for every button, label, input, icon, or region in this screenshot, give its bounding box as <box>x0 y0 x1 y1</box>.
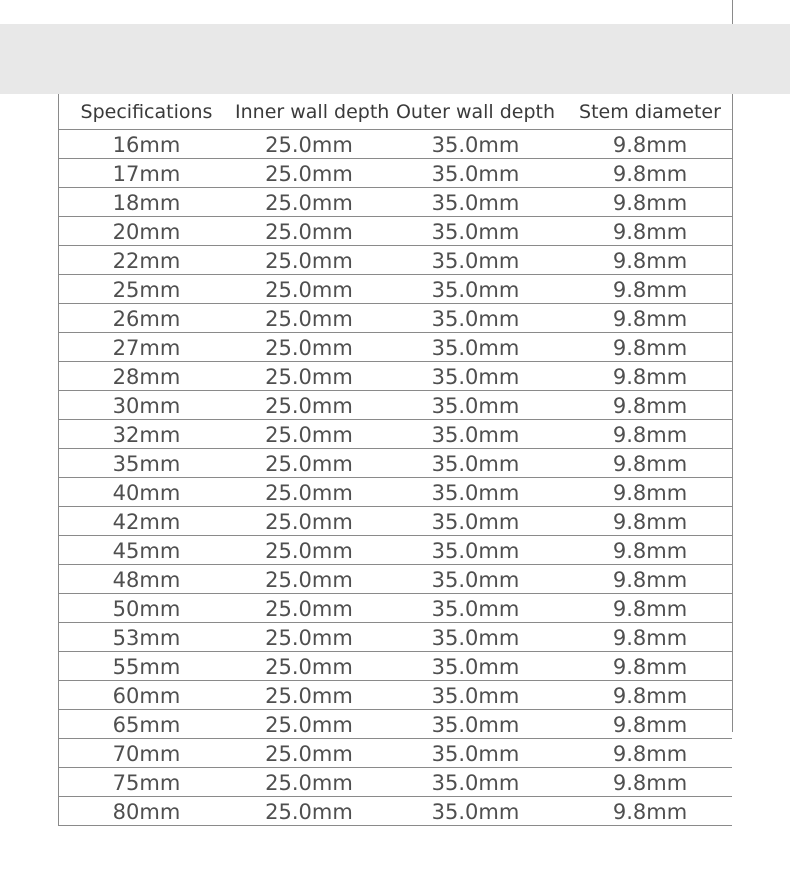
table-row <box>58 594 732 623</box>
inner-wall-depth-cell: 25.0mm <box>265 655 353 679</box>
stem-diameter-cell: 9.8mm <box>612 481 688 505</box>
specification-cell: 35mm <box>112 452 181 476</box>
stem-diameter-cell: 9.8mm <box>612 597 688 621</box>
inner-wall-depth-cell: 25.0mm <box>265 510 353 534</box>
inner-wall-depth-cell: 25.0mm <box>265 713 353 737</box>
inner-wall-depth-cell: 25.0mm <box>265 539 353 563</box>
outer-wall-depth-cell: 35.0mm <box>431 713 520 737</box>
outer-wall-depth-cell: 35.0mm <box>431 249 520 273</box>
table-row <box>58 797 732 826</box>
header-stem-diameter: Stem diameter <box>579 101 721 123</box>
outer-wall-depth-cell: 35.0mm <box>431 626 520 650</box>
specification-cell: 42mm <box>112 510 181 534</box>
specification-cell: 32mm <box>112 423 181 447</box>
outer-wall-depth-cell: 35.0mm <box>431 423 520 447</box>
table-row <box>58 304 732 333</box>
outer-wall-depth-cell: 35.0mm <box>431 539 520 563</box>
stem-diameter-cell: 9.8mm <box>612 771 688 795</box>
table-row <box>58 681 732 710</box>
table-row <box>58 362 732 391</box>
table-row <box>58 623 732 652</box>
stem-diameter-cell: 9.8mm <box>612 336 688 360</box>
stem-diameter-cell: 9.8mm <box>612 800 688 824</box>
inner-wall-depth-cell: 25.0mm <box>265 800 353 824</box>
inner-wall-depth-cell: 25.0mm <box>265 626 353 650</box>
table-row <box>58 130 732 159</box>
table-row <box>58 710 732 739</box>
table-row <box>58 333 732 362</box>
stem-diameter-cell: 9.8mm <box>612 307 688 331</box>
inner-wall-depth-cell: 25.0mm <box>265 336 353 360</box>
table-body <box>58 130 732 826</box>
table-row <box>58 246 732 275</box>
outer-wall-depth-cell: 35.0mm <box>431 394 520 418</box>
table-row <box>58 739 732 768</box>
table-row <box>58 217 732 246</box>
inner-wall-depth-cell: 25.0mm <box>265 568 353 592</box>
stem-diameter-cell: 9.8mm <box>612 365 688 389</box>
outer-wall-depth-cell: 35.0mm <box>431 742 520 766</box>
outer-wall-depth-cell: 35.0mm <box>431 597 520 621</box>
specification-cell: 18mm <box>112 191 181 215</box>
stem-diameter-cell: 9.8mm <box>612 568 688 592</box>
stem-diameter-cell: 9.8mm <box>612 423 688 447</box>
stem-diameter-cell: 9.8mm <box>612 684 688 708</box>
stem-diameter-cell: 9.8mm <box>612 220 688 244</box>
specification-cell: 80mm <box>112 800 181 824</box>
table-row <box>58 768 732 797</box>
specification-cell: 30mm <box>112 394 181 418</box>
specification-cell: 26mm <box>112 307 181 331</box>
header-specifications: Specifications <box>80 101 213 123</box>
specification-cell: 20mm <box>112 220 181 244</box>
specification-cell: 16mm <box>112 133 181 157</box>
table-row <box>58 652 732 681</box>
specification-cell: 25mm <box>112 278 181 302</box>
table-row <box>58 565 732 594</box>
specification-cell: 48mm <box>112 568 181 592</box>
inner-wall-depth-cell: 25.0mm <box>265 307 353 331</box>
inner-wall-depth-cell: 25.0mm <box>265 684 353 708</box>
stem-diameter-cell: 9.8mm <box>612 191 688 215</box>
outer-wall-depth-cell: 35.0mm <box>431 771 520 795</box>
stem-diameter-cell: 9.8mm <box>612 713 688 737</box>
inner-wall-depth-cell: 25.0mm <box>265 220 353 244</box>
inner-wall-depth-cell: 25.0mm <box>265 249 353 273</box>
stem-diameter-cell: 9.8mm <box>612 510 688 534</box>
inner-wall-depth-cell: 25.0mm <box>265 452 353 476</box>
outer-wall-depth-cell: 35.0mm <box>431 191 520 215</box>
outer-wall-depth-cell: 35.0mm <box>431 162 520 186</box>
outer-wall-depth-cell: 35.0mm <box>431 510 520 534</box>
stem-diameter-cell: 9.8mm <box>612 162 688 186</box>
outer-wall-depth-cell: 35.0mm <box>431 307 520 331</box>
specification-cell: 60mm <box>112 684 181 708</box>
inner-wall-depth-cell: 25.0mm <box>265 133 353 157</box>
stem-diameter-cell: 9.8mm <box>612 452 688 476</box>
table-row <box>58 420 732 449</box>
specification-cell: 27mm <box>112 336 181 360</box>
inner-wall-depth-cell: 25.0mm <box>265 191 353 215</box>
outer-wall-depth-cell: 35.0mm <box>431 568 520 592</box>
inner-wall-depth-cell: 25.0mm <box>265 597 353 621</box>
specification-cell: 55mm <box>112 655 181 679</box>
inner-wall-depth-cell: 25.0mm <box>265 394 353 418</box>
table-right-border <box>732 94 733 732</box>
stem-diameter-cell: 9.8mm <box>612 626 688 650</box>
stem-diameter-cell: 9.8mm <box>612 742 688 766</box>
specification-cell: 70mm <box>112 742 181 766</box>
outer-wall-depth-cell: 35.0mm <box>431 336 520 360</box>
specification-cell: 28mm <box>112 365 181 389</box>
specification-cell: 22mm <box>112 249 181 273</box>
table-row <box>58 188 732 217</box>
inner-wall-depth-cell: 25.0mm <box>265 278 353 302</box>
outer-wall-depth-cell: 35.0mm <box>431 452 520 476</box>
stem-diameter-cell: 9.8mm <box>612 539 688 563</box>
outer-wall-depth-cell: 35.0mm <box>431 655 520 679</box>
table-row <box>58 159 732 188</box>
header-banner <box>0 24 790 94</box>
specification-cell: 53mm <box>112 626 181 650</box>
outer-wall-depth-cell: 35.0mm <box>431 365 520 389</box>
table-row <box>58 275 732 304</box>
stem-diameter-cell: 9.8mm <box>612 133 688 157</box>
inner-wall-depth-cell: 25.0mm <box>265 423 353 447</box>
specification-cell: 75mm <box>112 771 181 795</box>
specification-cell: 50mm <box>112 597 181 621</box>
table-row <box>58 478 732 507</box>
table-row <box>58 507 732 536</box>
inner-wall-depth-cell: 25.0mm <box>265 481 353 505</box>
outer-wall-depth-cell: 35.0mm <box>431 133 520 157</box>
outer-wall-depth-cell: 35.0mm <box>431 800 520 824</box>
top-divider-line <box>732 0 733 24</box>
outer-wall-depth-cell: 35.0mm <box>431 481 520 505</box>
spec-table <box>58 94 732 826</box>
specification-cell: 17mm <box>112 162 181 186</box>
specification-cell: 45mm <box>112 539 181 563</box>
specification-cell: 65mm <box>112 713 181 737</box>
table-header-row <box>58 94 732 130</box>
header-inner-wall-depth: Inner wall depth <box>235 101 390 123</box>
table-row <box>58 536 732 565</box>
table-row <box>58 391 732 420</box>
outer-wall-depth-cell: 35.0mm <box>431 278 520 302</box>
inner-wall-depth-cell: 25.0mm <box>265 365 353 389</box>
stem-diameter-cell: 9.8mm <box>612 249 688 273</box>
stem-diameter-cell: 9.8mm <box>612 655 688 679</box>
header-outer-wall-depth: Outer wall depth <box>395 101 556 123</box>
specification-cell: 40mm <box>112 481 181 505</box>
inner-wall-depth-cell: 25.0mm <box>265 742 353 766</box>
stem-diameter-cell: 9.8mm <box>612 394 688 418</box>
inner-wall-depth-cell: 25.0mm <box>265 771 353 795</box>
table-row <box>58 449 732 478</box>
outer-wall-depth-cell: 35.0mm <box>431 684 520 708</box>
stem-diameter-cell: 9.8mm <box>612 278 688 302</box>
outer-wall-depth-cell: 35.0mm <box>431 220 520 244</box>
inner-wall-depth-cell: 25.0mm <box>265 162 353 186</box>
